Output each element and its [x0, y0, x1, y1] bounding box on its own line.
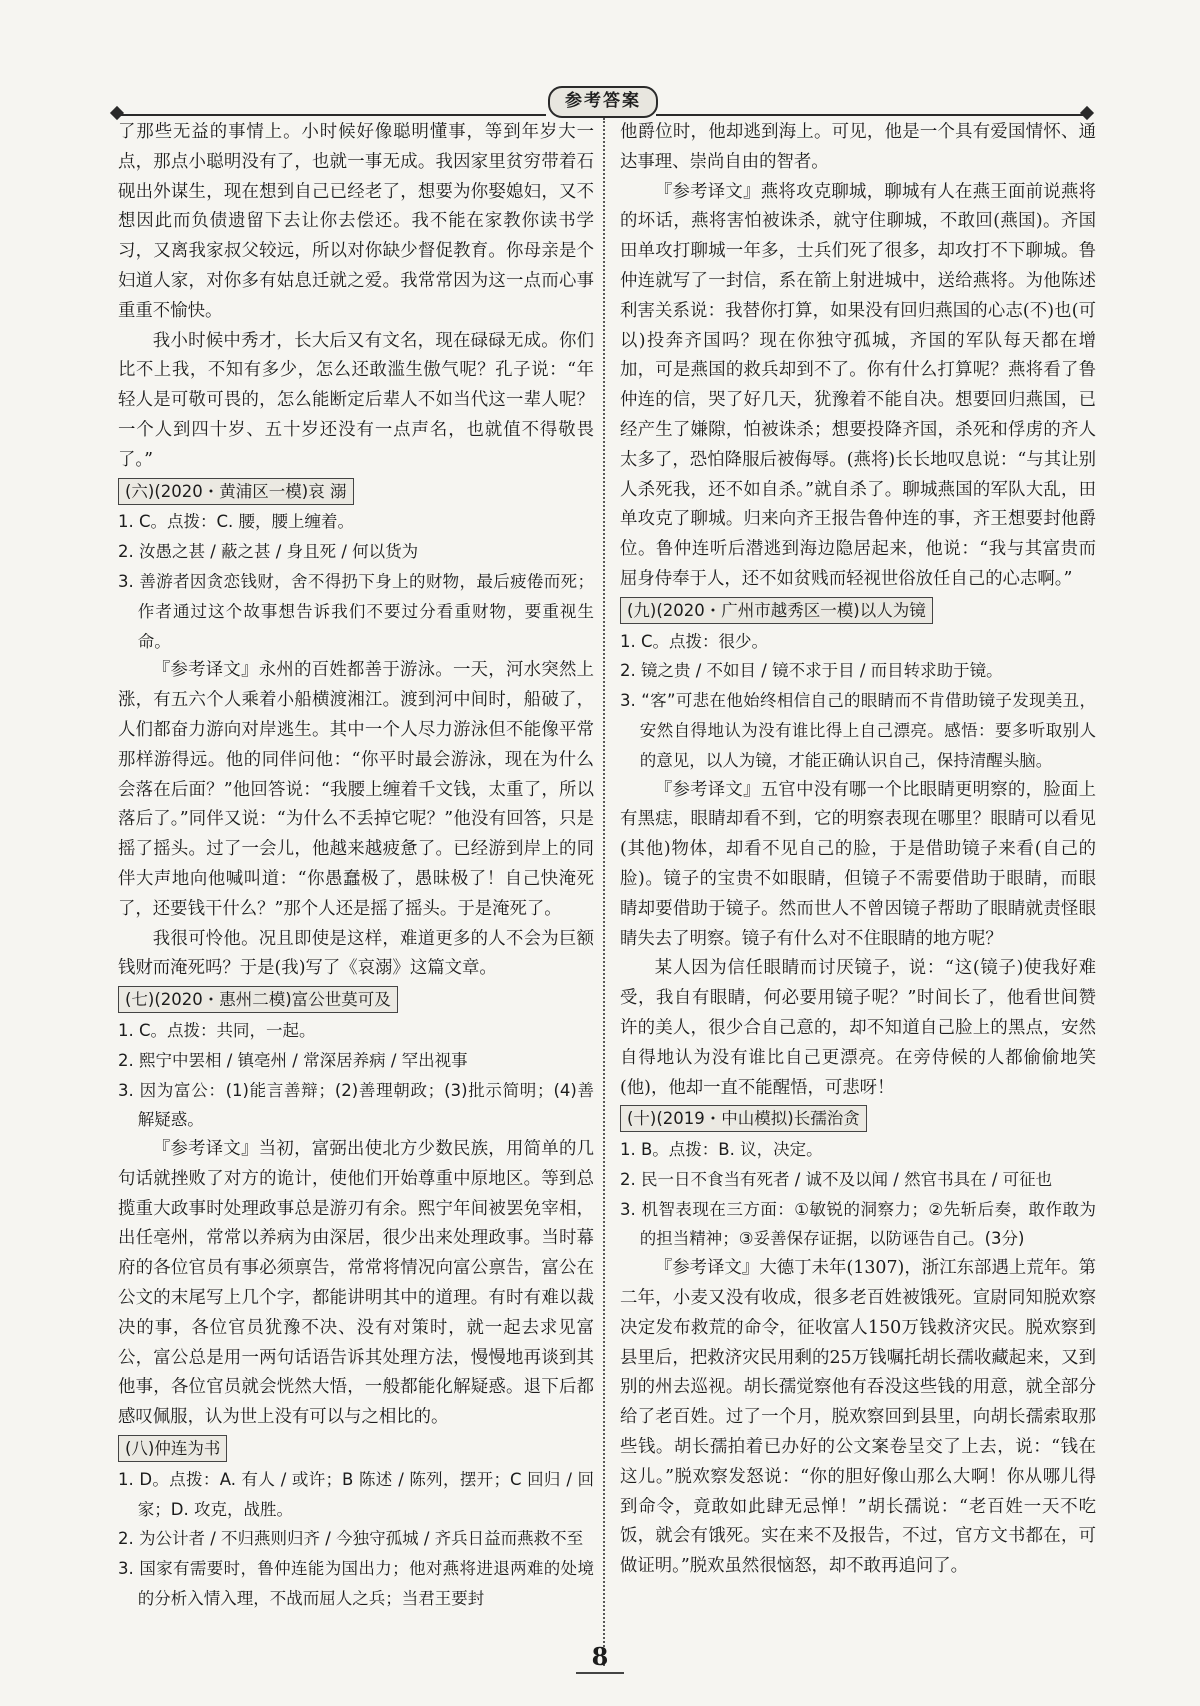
intro-paragraph-2: 我小时候中秀才，长大后又有文名，现在碌碌无成。你们比不上我，不知有多少，怎么还敢滥生傲气呢？孔子说：“年轻人是可敬可畏的，怎么能断定后辈人不如当代这一辈人呢？一个人到四十岁、五十岁还没有一点声名，也就值不得敬畏了。”: [118, 330, 594, 470]
page-number: 8: [576, 1642, 624, 1674]
s10-answer-3: 3. 机智表现在三方面：①敏锐的洞察力；②先斩后奏，敢作敢为的担当精神；③妥善保存证据，以防诬告自己。(3分): [620, 1199, 1096, 1249]
s7-answer-3: 3. 因为富公：(1)能言善辩；(2)善理朝政；(3)批示简明；(4)善解疑惑。: [118, 1080, 594, 1130]
s7-answer-2: 2. 熙宁中罢相 / 镇亳州 / 常深居养病 / 罕出视事: [118, 1050, 468, 1070]
section-10-heading: (十)(2019・中山模拟)长孺治贪: [620, 1105, 867, 1132]
section-7-heading: (七)(2020・惠州二模)富公世莫可及: [118, 986, 398, 1013]
s7-translation: 『参考译文』当初，富弼出使北方少数民族，用简单的几句话就挫败了对方的诡计，使他们开始尊重中原地区。等到总揽重大政事时处理政事总是游刃有余。熙宁年间被罢免宰相，出任亳州，常常以养病为由深居，很少出来处理政事。当时幕府的各位官员有事必须禀告，常常将情况向富公禀告，富公在公文的末尾写上几个字，都能讲明其中的道理。有时有难以裁决的事，各位官员犹豫不决、没有对策时，就一起去求见富公，富公总是用一两句话语告诉其处理方法，慢慢地再谈到其他事，各位官员就会恍然大悟，一般都能化解疑惑。退下后都感叹佩服，认为世上没有可以与之相比的。: [118, 1139, 594, 1428]
s8-answer-2: 2. 为公计者 / 不归燕则归齐 / 今独守孤城 / 齐兵日益而燕救不至: [118, 1529, 584, 1549]
s9-translation-2: 某人因为信任眼睛而讨厌镜子，说：“这(镜子)使我好难受，我自有眼睛，何必要用镜子呢？”时间长了，他看世间赞许的美人，很少合自己意的，却不知道自己脸上的黑点，安然自得地认为没有谁比自己更漂亮。在旁侍候的人都偷偷地笑(他)，他却一直不能醒悟，可悲呀！: [620, 958, 1096, 1098]
s10-answer-1: 1. B。点拨：B. 议，决定。: [620, 1140, 823, 1160]
s8-answer-3: 3. 国家有需要时，鲁仲连能为国出力；他对燕将进退两难的处境的分析入情入理，不战而屈人之兵；当君王要封: [118, 1559, 594, 1609]
header-title-badge: 参考答案: [548, 86, 658, 118]
s6-translation-1: 『参考译文』永州的百姓都善于游泳。一天，河水突然上涨，有五六个人乘着小船横渡湘江。渡到河中间时，船破了，人们都奋力游向对岸逃生。其中一个人尽力游泳但不能像平常那样游得远。他的同伴问他：“你平时最会游泳，现在为什么会落在后面？”他回答说：“我腰上缠着千文钱，太重了，所以落后了。”同伴又说：“为什么不丢掉它呢？”他没有回答，只是摇了摇头。过了一会儿，他越来越疲惫了。已经游到岸上的同伴大声地向他喊叫道：“你愚蠢极了，愚昧极了！自己快淹死了，还要钱干什么？”那个人还是摇了摇头。于是淹死了。: [118, 660, 594, 919]
s9-answer-2: 2. 镜之贵 / 不如目 / 镜不求于目 / 而目转求助于镜。: [620, 661, 1003, 681]
section-8-heading: (八)仲连为书: [118, 1435, 227, 1462]
s9-translation-1: 『参考译文』五官中没有哪一个比眼睛更明察的，脸面上有黑痣，眼睛却看不到，它的明察表现在哪里？眼睛可以看见(其他)物体，却看不见自己的脸，于是借助镜子来看(自己的脸)。镜子的宝贵不如眼睛，但镜子不需要借助于眼睛，而眼睛却要借助于镜子。然而世人不曾因镜子帮助了眼睛就责怪眼睛失去了明察。镜子有什么对不住眼睛的地方呢？: [620, 779, 1096, 949]
intro-paragraph-1: 了那些无益的事情上。小时候好像聪明懂事，等到年岁大一点，那点小聪明没有了，也就一事无成。我因家里贫穷带着石砚出外谋生，现在想到自己已经老了，想要为你娶媳妇，又不想因此而负债遗留下去让你去偿还。我不能在家教你读书学习，又离我家叔父较远，所以对你缺少督促教育。你母亲是个妇道人家，对你多有姑息迁就之爱。我常常因为这一点而心事重重不愉快。: [118, 122, 594, 321]
s6-translation-2: 我很可怜他。况且即使是这样，难道更多的人不会为巨额钱财而淹死吗？于是(我)写了《哀溺》这篇文章。: [118, 928, 594, 979]
right-column: [620, 118, 1096, 1582]
s9-answer-1: 1. C。点拨：很少。: [620, 631, 769, 651]
s6-answer-2: 2. 汝愚之甚 / 蔽之甚 / 身且死 / 何以货为: [118, 542, 419, 562]
s9-answer-3: 3. “客”可悲在他始终相信自己的眼睛而不肯借助镜子发现美丑，安然自得地认为没有谁比得上自己漂亮。感悟：要多听取别人的意见，以人为镜，才能正确认识自己，保持清醒头脑。: [620, 691, 1096, 770]
s10-translation: 『参考译文』大德丁未年(1307)，浙江东部遇上荒年。第二年，小麦又没有收成，很多老百姓被饿死。宣尉同知脱欢察决定发布救荒的命令，征收富人150万钱救济灾民。脱欢察到县里后，把救济灾民用剩的25万钱嘱托胡长孺收藏起来，又到别的州去巡视。胡长孺觉察他有吞没这些钱的用意，就全部分给了老百姓。过了一个月，脱欢察回到县里，向胡长孺索取那些钱。胡长孺拍着已办好的公文案卷呈交了上去，说：“钱在这儿。”脱欢察发怒说：“你的胆好像山那么大啊！你从哪儿得到命令，竟敢如此肆无忌惮！”胡长孺说：“老百姓一天不吃饭，就会有饿死。实在来不及报告，不过，官方文书都在，可做证明。”脱欢虽然很恼怒，却不敢再追问了。: [620, 1258, 1096, 1577]
s8-continuation: 他爵位时，他却逃到海上。可见，他是一个具有爱国情怀、通达事理、崇尚自由的智者。: [620, 122, 1096, 172]
header-rule-left: [120, 114, 546, 116]
s6-answer-1: 1. C。点拨：C. 腰，腰上缠着。: [118, 512, 355, 532]
column-divider: [603, 118, 605, 1666]
header-rule-right: [656, 114, 1088, 116]
section-9-heading: (九)(2020・广州市越秀区一模)以人为镜: [620, 597, 933, 624]
s8-translation: 『参考译文』燕将攻克聊城，聊城有人在燕王面前说燕将的坏话，燕将害怕被诛杀，就守住聊城，不敢回(燕国)。齐国田单攻打聊城一年多，士兵们死了很多，却攻打不下聊城。鲁仲连就写了一封信，系在箭上射进城中，送给燕将。为他陈述利害关系说：我替你打算，如果没有回归燕国的心志(不)也(可以)投奔齐国吗？现在你独守孤城，齐国的军队每天都在增加，可是燕国的救兵却到不了。你有什么打算呢？燕将看了鲁仲连的信，哭了好几天，犹豫着不能自决。想要回归燕国，已经产生了嫌隙，怕被诛杀；想要投降齐国，杀死和俘虏的齐人太多了，恐怕降服后被侮辱。(燕将)长长地叹息说：“与其让别人杀死我，还不如自杀。”就自杀了。聊城燕国的军队大乱，田单攻克了聊城。归来向齐王报告鲁仲连的事，齐王想要封他爵位。鲁仲连听后潜逃到海边隐居起来，他说：“我与其富贵而屈身侍奉于人，还不如贫贱而轻视世俗放任自己的心志啊。”: [620, 181, 1096, 589]
left-column: [118, 118, 594, 1614]
s10-answer-2: 2. 民一日不食当有死者 / 诚不及以闻 / 然官书具在 / 可征也: [620, 1169, 1053, 1189]
s8-answer-1: 1. D。点拨：A. 有人 / 或许；B 陈述 / 陈列，摆开；C 回归 / 回家；D. 攻克，战胜。: [118, 1469, 594, 1519]
s7-answer-1: 1. C。点拨：共同，一起。: [118, 1020, 316, 1040]
s6-answer-3: 3. 善游者因贪恋钱财，舍不得扔下身上的财物，最后疲倦而死；作者通过这个故事想告诉我们不要过分看重财物，要重视生命。: [118, 571, 594, 651]
section-6-heading: (六)(2020・黄浦区一模)哀 溺: [118, 478, 354, 505]
